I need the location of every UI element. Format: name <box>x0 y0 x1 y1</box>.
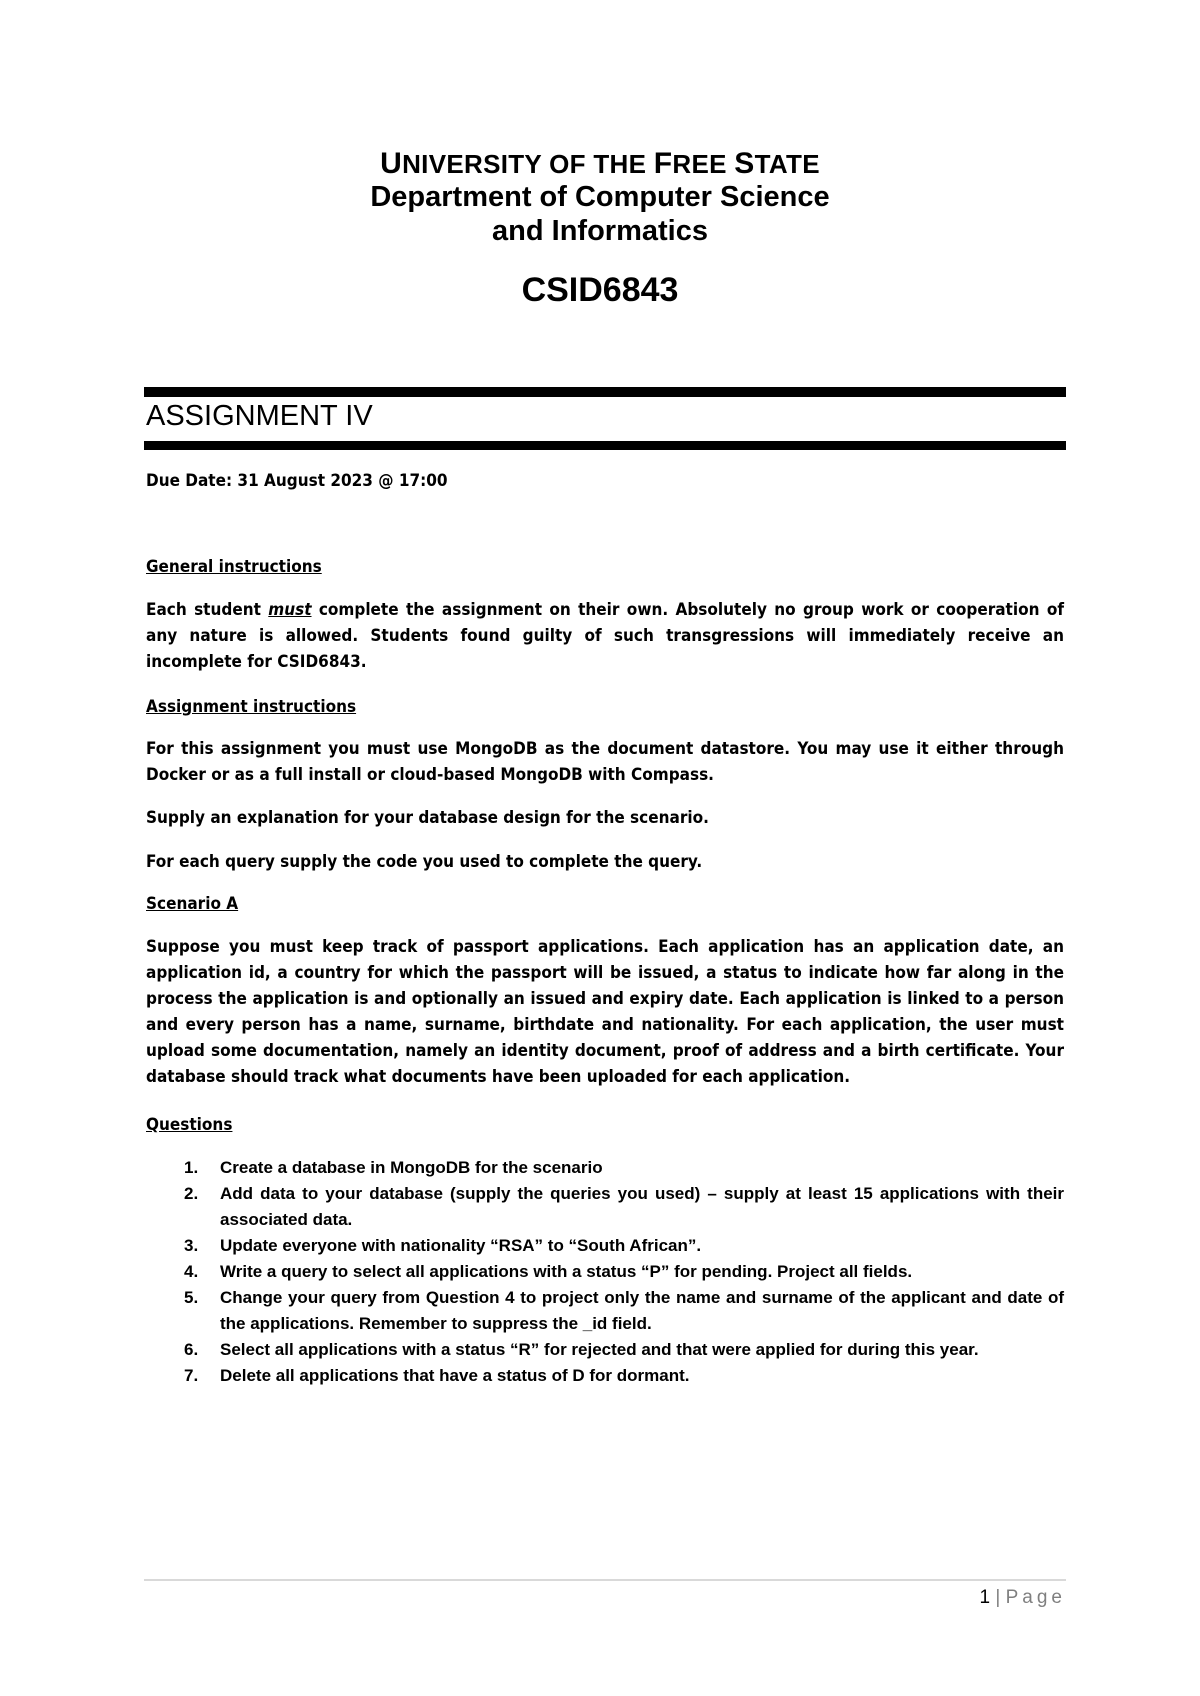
assignment-title: ASSIGNMENT IV <box>146 400 373 432</box>
question-text: Update everyone with nationality “RSA” to “South African”. <box>220 1236 702 1255</box>
question-number: 6. <box>184 1340 199 1359</box>
scenario-text: Suppose you must keep track of passport applications. Each application has an application date, an application id, a country for which the passport will be issued, a status to indicate how far along in the process the application is and optionally an issued and expiry date. Each application is linked to a person and every person has a name, surname, birthdate and nationality. For each application, the user must upload some documentation, namely an identity document, proof of address and a birth certificate. Your database should track what documents have been uploaded for each application. <box>146 937 1064 1087</box>
assignment-instructions-paragraph-3: For each query supply the code you used to complete the query. <box>146 852 703 872</box>
question-number: 7. <box>184 1366 199 1385</box>
question-number: 3. <box>184 1236 199 1255</box>
question-number: 1. <box>184 1158 199 1177</box>
question-text: Change your query from Question 4 to project only the name and surname of the applicant and date of the applications. Remember to suppress the _id field. <box>220 1288 1064 1333</box>
university-part-2: REE <box>672 149 735 179</box>
question-number: 5. <box>184 1288 199 1307</box>
question-item <box>146 1337 1064 1363</box>
question-number: 4. <box>184 1262 199 1281</box>
university-part-3: TATE <box>754 149 820 179</box>
question-text: Select all applications with a status “R” for rejected and that were applied for during this year. <box>220 1340 979 1359</box>
question-text: Create a database in MongoDB for the scenario <box>220 1158 603 1177</box>
university-initial-s: S <box>734 147 755 180</box>
question-text: Delete all applications that have a status of D for dormant. <box>220 1366 690 1385</box>
university-initial-u: U <box>380 147 403 180</box>
question-item <box>146 1259 1064 1285</box>
assignment-instructions-paragraph-1: For this assignment you must use MongoDB as the document datastore. You may use it either through Docker or as a full install or cloud-based MongoDB with Compass. <box>146 739 1064 785</box>
general-emphasis: must <box>268 600 312 620</box>
questions-heading: Questions <box>146 1115 233 1135</box>
department-line-2: and Informatics <box>492 215 708 247</box>
general-text-end: complete the assignment on their own. Absolutely no group work or cooperation of any nature is allowed. Students found guilty of such transgressions will immediately receive an incomplete for CSID6843. <box>146 600 1065 672</box>
title-rule-bottom <box>144 441 1066 450</box>
due-date: Due Date: 31 August 2023 @ 17:00 <box>146 471 448 491</box>
department-line-1: Department of Computer Science <box>370 181 830 213</box>
title-rule-top <box>144 387 1066 397</box>
assignment-instructions-paragraph-2: Supply an explanation for your database design for the scenario. <box>146 808 709 828</box>
course-code: CSID6843 <box>521 271 679 309</box>
question-item <box>146 1233 1064 1259</box>
questions-list <box>146 1155 1064 1389</box>
question-item <box>146 1285 1064 1337</box>
question-text: Write a query to select all applications with a status “P” for pending. Project all fields. <box>220 1262 913 1281</box>
university-initial-f: F <box>653 147 673 180</box>
general-text-start: Each student <box>146 600 269 620</box>
question-item <box>146 1155 1064 1181</box>
question-item <box>146 1363 1064 1389</box>
university-name <box>0 147 1200 181</box>
university-part-1: NIVERSITY OF THE <box>402 149 654 179</box>
general-instructions-heading: General instructions <box>146 557 322 577</box>
assignment-instructions-heading: Assignment instructions <box>146 697 357 717</box>
footer-separator: | <box>995 1587 1001 1608</box>
general-instructions-text <box>146 597 1064 675</box>
question-number: 2. <box>184 1184 199 1203</box>
scenario-heading: Scenario A <box>146 894 239 914</box>
page-number: 1 <box>979 1587 991 1608</box>
page-word: Page <box>1005 1587 1066 1608</box>
page-footer <box>980 1587 1066 1609</box>
question-item <box>146 1181 1064 1233</box>
question-text: Add data to your database (supply the queries you used) – supply at least 15 applications with their associated data. <box>220 1184 1064 1229</box>
footer-divider <box>144 1579 1066 1581</box>
